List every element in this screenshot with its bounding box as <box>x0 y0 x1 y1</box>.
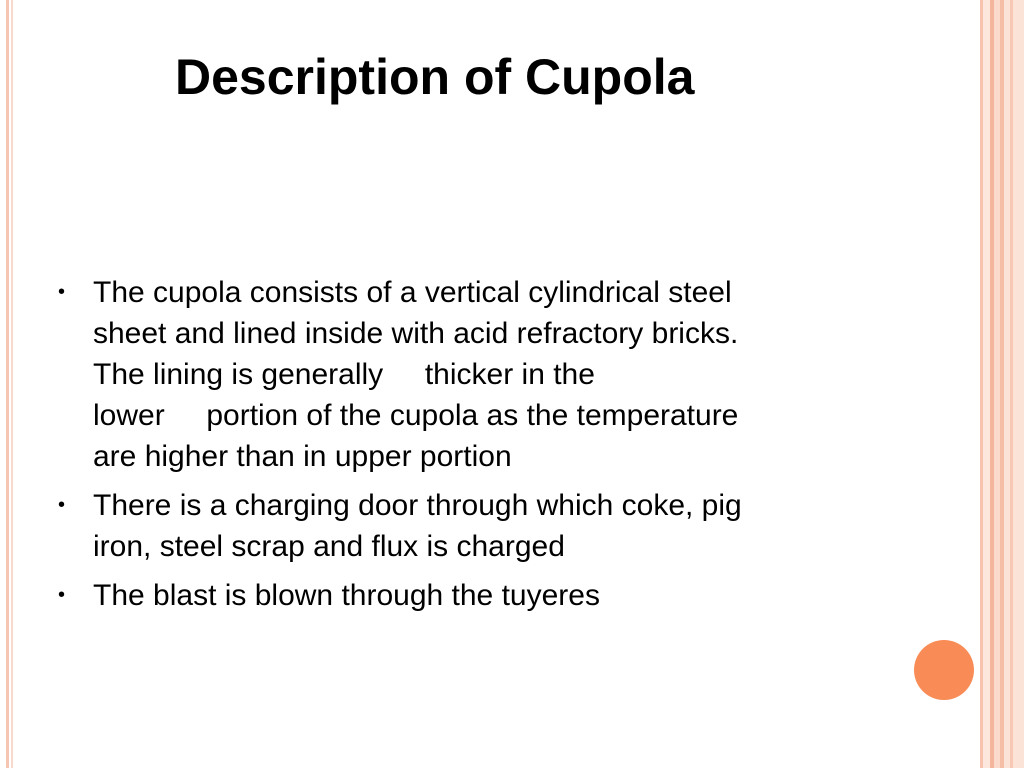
bullet-text-line: The lining is generally thicker in the <box>93 358 595 391</box>
bullet-icon: • <box>58 584 66 606</box>
right-decor-stripe <box>983 0 990 768</box>
bullet-item <box>56 575 856 616</box>
orange-circle-decor <box>914 640 974 700</box>
right-decor-stripe <box>1010 0 1013 768</box>
bullet-text-line: The cupola consists of a vertical cylindrical steel <box>93 276 732 309</box>
bullet-item <box>56 485 856 567</box>
bullet-text-line: lower portion of the cupola as the temperature <box>93 399 739 432</box>
bullet-text-line: sheet and lined inside with acid refractory bricks. <box>93 317 739 350</box>
bullet-icon: • <box>58 494 66 516</box>
bullet-list <box>56 272 856 624</box>
bullet-text-line: The blast is blown through the tuyeres <box>93 579 600 612</box>
bullet-text-line: are higher than in upper portion <box>93 440 512 473</box>
bullet-text-line: There is a charging door through which coke, pig <box>93 489 742 522</box>
bullet-text-line: iron, steel scrap and flux is charged <box>93 530 565 563</box>
bullet-icon: • <box>58 281 66 303</box>
left-border-line <box>6 0 9 768</box>
right-decor-stripe <box>1004 0 1024 768</box>
bullet-item <box>56 272 856 477</box>
left-border-line-inner <box>11 0 13 768</box>
slide-title: Description of Cupola <box>175 49 695 105</box>
